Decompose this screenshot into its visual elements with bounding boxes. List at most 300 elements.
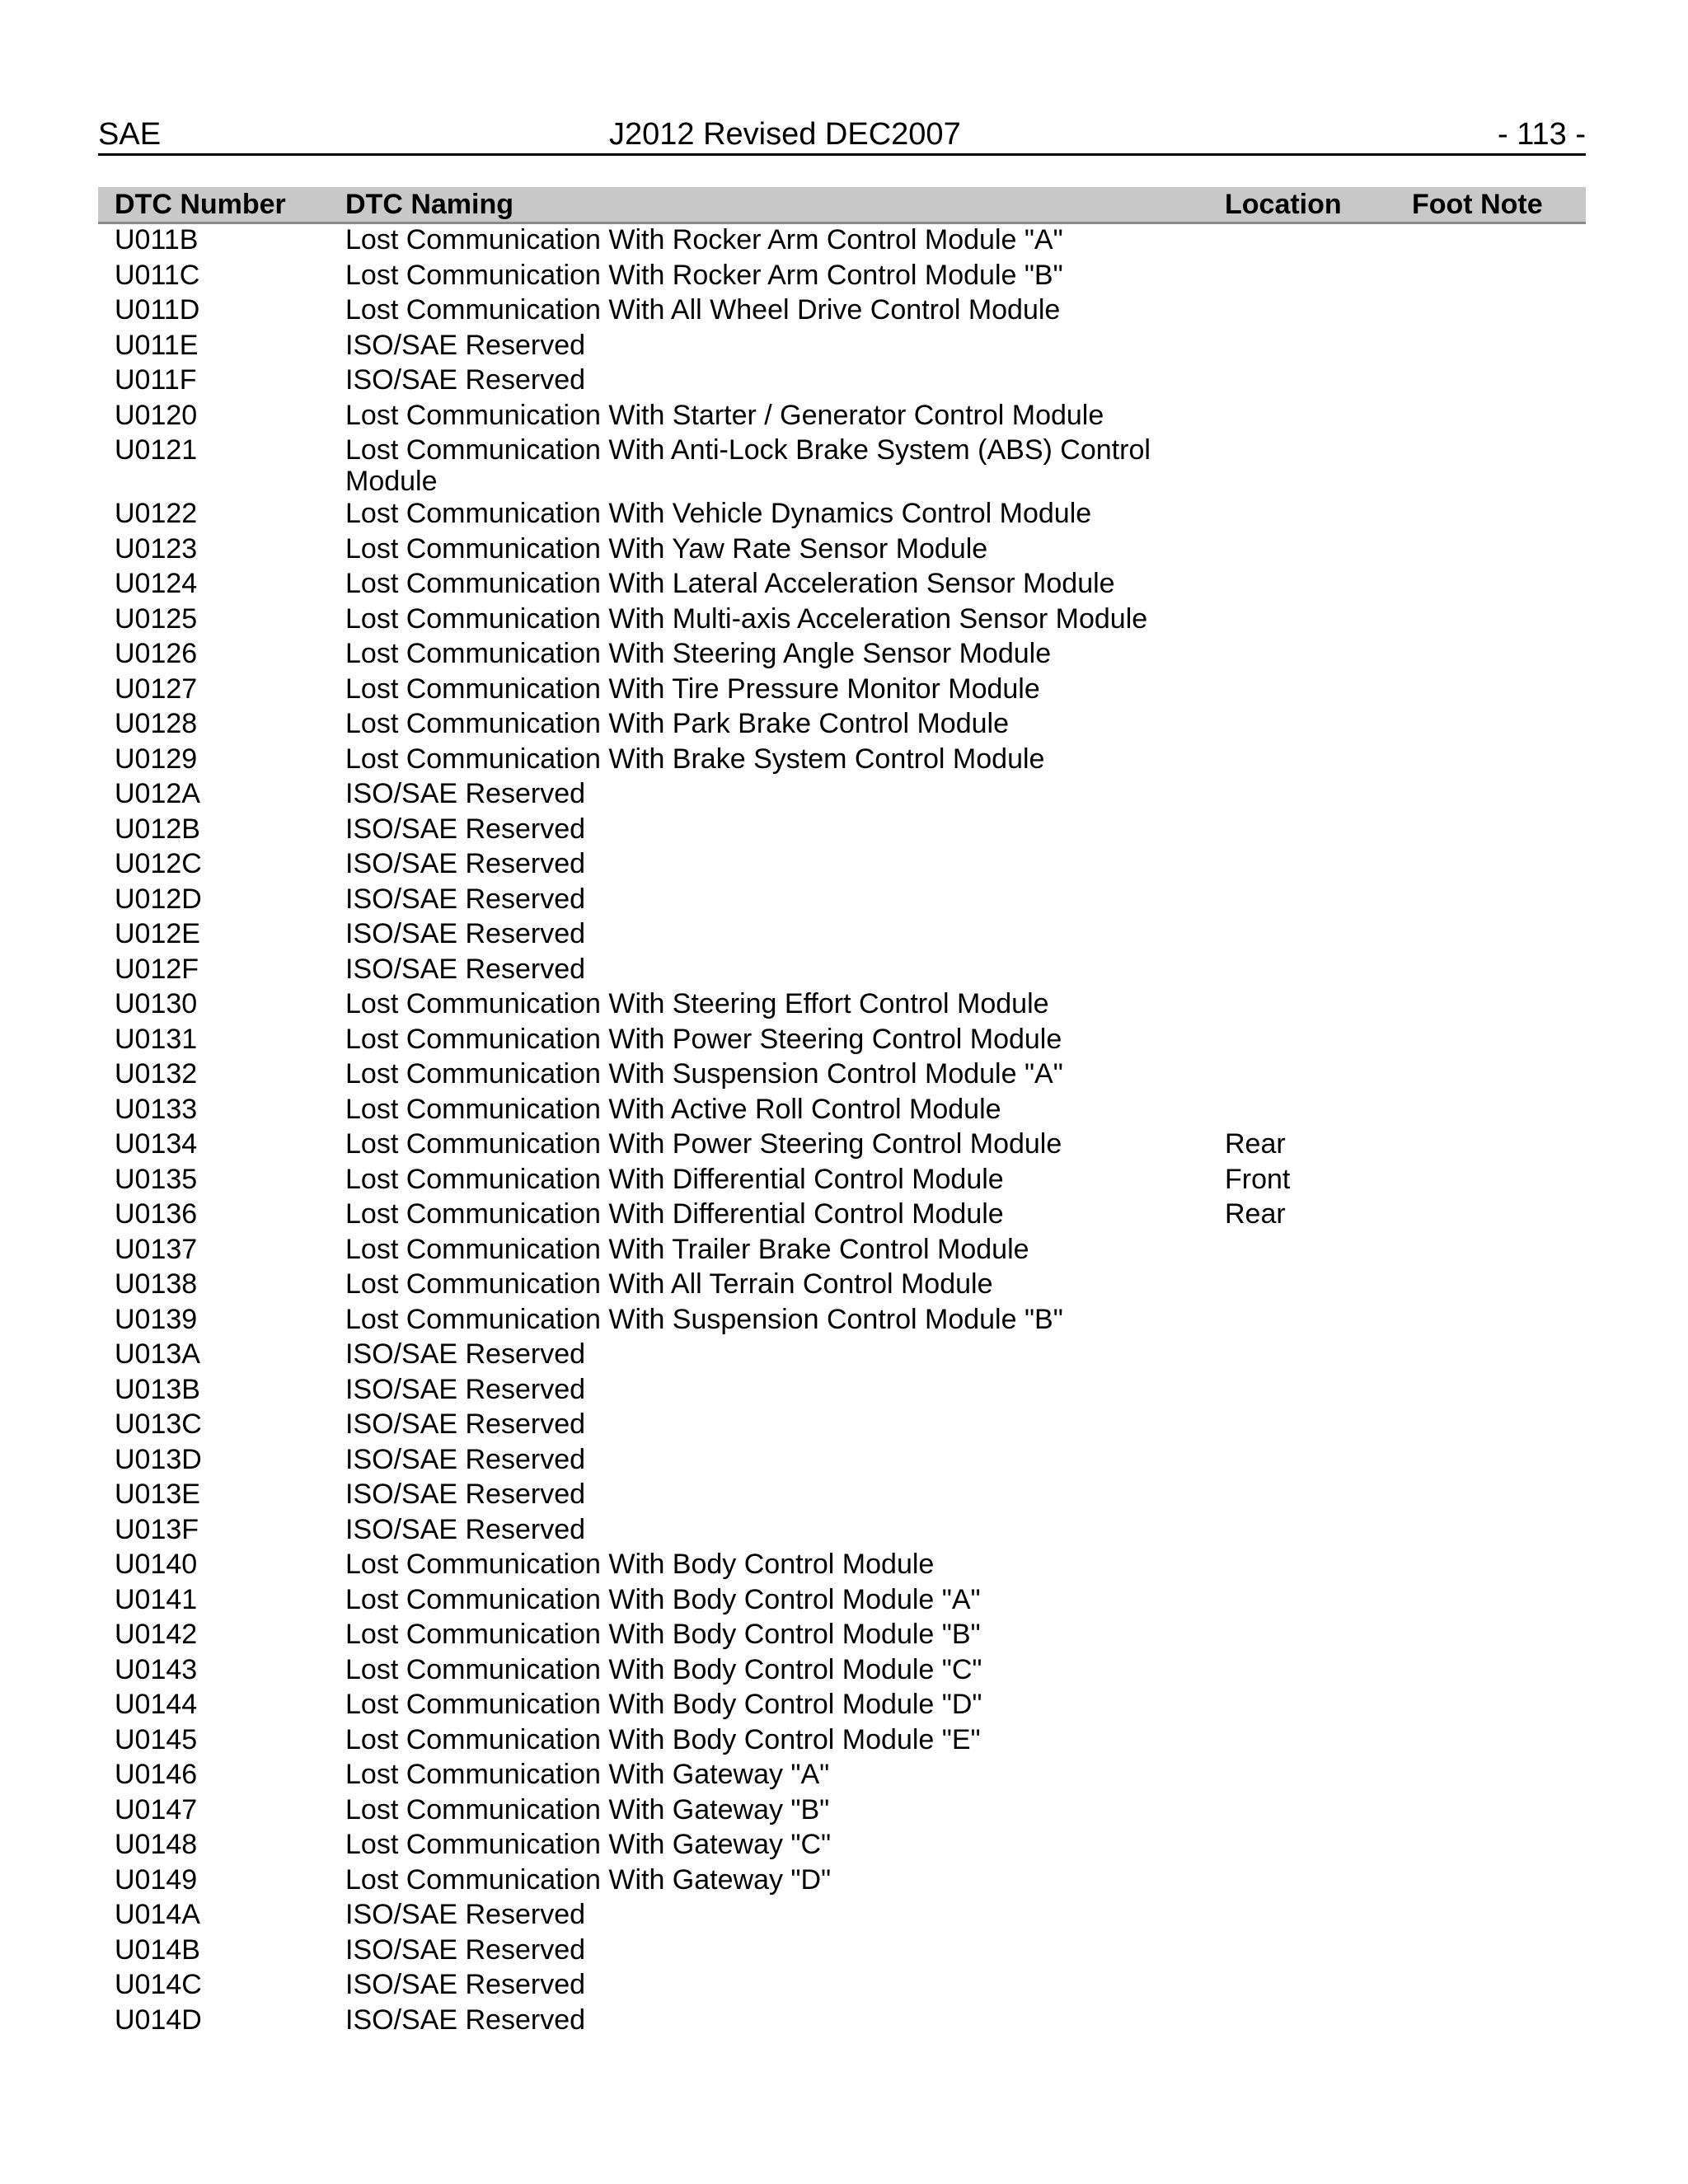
table-row <box>98 743 1586 779</box>
dtc-name <box>345 1234 1225 1269</box>
table-row <box>98 1024 1586 1059</box>
table-row <box>98 400 1586 435</box>
dtc-name <box>345 568 1225 603</box>
table-row <box>98 1128 1586 1164</box>
dtc-name-text: Lost Communication With Suspension Control Module "A" <box>345 1058 1063 1090</box>
dtc-name-text: Lost Communication With Body Control Module <box>345 1549 935 1580</box>
dtc-code: U0126 <box>115 638 198 669</box>
table-row <box>98 1444 1586 1479</box>
dtc-code: U012F <box>115 953 199 985</box>
dtc-code: U0122 <box>115 498 198 529</box>
dtc-name <box>345 1829 1225 1864</box>
dtc-code: U012E <box>115 918 200 949</box>
table-row <box>98 294 1586 330</box>
dtc-footnote <box>1412 1584 1586 1619</box>
dtc-code: U0129 <box>115 743 198 775</box>
dtc-name <box>345 1128 1225 1164</box>
dtc-code: U0141 <box>115 1583 198 1615</box>
dtc-name-text: Lost Communication With All Wheel Drive Control Module <box>345 294 1061 326</box>
dtc-footnote <box>1412 1444 1586 1479</box>
dtc-name <box>345 1444 1225 1479</box>
table-row <box>98 1899 1586 1934</box>
dtc-name <box>345 1689 1225 1724</box>
dtc-name <box>345 638 1225 673</box>
dtc-code: U013A <box>115 1338 200 1370</box>
dtc-code: U011E <box>115 329 199 361</box>
dtc-footnote <box>1412 778 1586 813</box>
dtc-name <box>345 294 1225 330</box>
dtc-location <box>1225 400 1412 435</box>
table-row <box>98 778 1586 813</box>
dtc-name <box>345 260 1225 295</box>
dtc-location <box>1225 1689 1412 1724</box>
dtc-footnote <box>1412 638 1586 673</box>
dtc-name-text: ISO/SAE Reserved <box>345 1513 586 1545</box>
dtc-location <box>1225 954 1412 989</box>
dtc-name-text: ISO/SAE Reserved <box>345 778 586 809</box>
dtc-name <box>345 1794 1225 1830</box>
dtc-location <box>1225 1584 1412 1619</box>
dtc-code: U0139 <box>115 1303 198 1335</box>
dtc-footnote <box>1412 1058 1586 1094</box>
column-header-foot-note: Foot Note <box>1412 187 1586 223</box>
dtc-footnote <box>1412 1374 1586 1409</box>
dtc-name-text: Lost Communication With Power Steering Control Module <box>345 1023 1062 1055</box>
dtc-footnote <box>1412 223 1586 260</box>
dtc-name <box>345 603 1225 639</box>
dtc-name <box>345 223 1225 260</box>
dtc-footnote <box>1412 330 1586 365</box>
dtc-footnote <box>1412 954 1586 989</box>
table-row <box>98 1304 1586 1339</box>
dtc-footnote <box>1412 743 1586 779</box>
dtc-name <box>345 743 1225 779</box>
dtc-footnote <box>1412 1654 1586 1690</box>
dtc-location <box>1225 813 1412 849</box>
dtc-name <box>345 1969 1225 2004</box>
dtc-name-text: Lost Communication With Starter / Generator Control Module <box>345 399 1104 431</box>
dtc-code: U0142 <box>115 1619 198 1650</box>
table-row <box>98 1689 1586 1724</box>
dtc-name <box>345 498 1225 533</box>
dtc-name-text: Lost Communication With Gateway "B" <box>345 1793 830 1825</box>
dtc-location <box>1225 1479 1412 1514</box>
dtc-footnote <box>1412 1128 1586 1164</box>
dtc-name-text: Lost Communication With Differential Control Module <box>345 1163 1004 1195</box>
dtc-location <box>1225 743 1412 779</box>
table-row <box>98 813 1586 849</box>
dtc-code: U0136 <box>115 1198 198 1230</box>
table-row <box>98 1479 1586 1514</box>
column-header-location: Location <box>1225 187 1412 223</box>
dtc-name <box>345 330 1225 365</box>
dtc-name-text: Lost Communication With Brake System Control Module <box>345 743 1045 775</box>
dtc-code: U0148 <box>115 1829 198 1860</box>
table-row <box>98 330 1586 365</box>
dtc-name-text: Lost Communication With Body Control Module "B" <box>345 1619 981 1650</box>
column-header-dtc-number: DTC Number <box>98 187 345 223</box>
dtc-code: U013B <box>115 1373 200 1405</box>
dtc-name <box>345 364 1225 400</box>
dtc-name <box>345 1549 1225 1584</box>
table-row <box>98 1794 1586 1830</box>
table-row <box>98 1724 1586 1760</box>
dtc-code: U0134 <box>115 1128 198 1160</box>
dtc-code: U0121 <box>115 434 198 466</box>
dtc-table <box>98 187 1586 2039</box>
dtc-name-text: ISO/SAE Reserved <box>345 329 586 361</box>
dtc-code: U0120 <box>115 399 198 431</box>
dtc-location <box>1225 848 1412 883</box>
dtc-location <box>1225 778 1412 813</box>
dtc-location: Rear <box>1225 1198 1286 1230</box>
table-row <box>98 260 1586 295</box>
dtc-code: U0135 <box>115 1163 198 1195</box>
dtc-name-text: Lost Communication With Anti-Lock Brake System (ABS) Control Module <box>345 434 1151 497</box>
dtc-name-text: Lost Communication With Differential Control Module <box>345 1198 1004 1230</box>
dtc-location <box>1225 533 1412 569</box>
dtc-name-text: ISO/SAE Reserved <box>345 1373 586 1405</box>
dtc-name-text: Lost Communication With Yaw Rate Sensor Module <box>345 532 988 565</box>
dtc-code: U012B <box>115 813 200 845</box>
dtc-name <box>345 988 1225 1024</box>
dtc-name-text: ISO/SAE Reserved <box>345 1969 586 2000</box>
dtc-footnote <box>1412 260 1586 295</box>
dtc-footnote <box>1412 1829 1586 1864</box>
dtc-location <box>1225 988 1412 1024</box>
dtc-location <box>1225 708 1412 743</box>
dtc-footnote <box>1412 883 1586 919</box>
dtc-name <box>345 1479 1225 1514</box>
dtc-name-text: ISO/SAE Reserved <box>345 1408 586 1440</box>
table-row <box>98 434 1586 498</box>
dtc-name <box>345 708 1225 743</box>
dtc-footnote <box>1412 1619 1586 1654</box>
dtc-name-text: ISO/SAE Reserved <box>345 1338 586 1370</box>
dtc-name <box>345 1338 1225 1374</box>
dtc-name-text: ISO/SAE Reserved <box>345 1443 586 1475</box>
dtc-footnote <box>1412 1479 1586 1514</box>
dtc-name <box>345 1268 1225 1304</box>
dtc-name-text: Lost Communication With Lateral Acceleration Sensor Module <box>345 568 1115 599</box>
table-row <box>98 708 1586 743</box>
dtc-footnote <box>1412 1304 1586 1339</box>
dtc-name <box>345 1198 1225 1234</box>
dtc-location <box>1225 883 1412 919</box>
dtc-name <box>345 1584 1225 1619</box>
dtc-location: Rear <box>1225 1128 1286 1160</box>
dtc-name <box>345 848 1225 883</box>
header-row <box>98 187 1586 223</box>
dtc-name-text: ISO/SAE Reserved <box>345 1933 586 1966</box>
table-row <box>98 533 1586 569</box>
table-row <box>98 1094 1586 1129</box>
dtc-location <box>1225 1514 1412 1549</box>
dtc-name-text: Lost Communication With Body Control Module "A" <box>345 1583 981 1615</box>
dtc-footnote <box>1412 673 1586 709</box>
dtc-footnote <box>1412 1724 1586 1760</box>
dtc-code: U014C <box>115 1969 202 2000</box>
dtc-code: U0137 <box>115 1233 198 1265</box>
dtc-name <box>345 1654 1225 1690</box>
dtc-code: U011C <box>115 259 200 291</box>
dtc-location <box>1225 1338 1412 1374</box>
table-row <box>98 988 1586 1024</box>
dtc-footnote <box>1412 498 1586 533</box>
dtc-footnote <box>1412 294 1586 330</box>
dtc-footnote <box>1412 1794 1586 1830</box>
table-row <box>98 1829 1586 1864</box>
header-standard-title: J2012 Revised DEC2007 <box>609 117 961 152</box>
dtc-name <box>345 1024 1225 1059</box>
dtc-footnote <box>1412 1689 1586 1724</box>
column-header-dtc-naming: DTC Naming <box>345 187 1225 223</box>
header-page-number: - 113 - <box>1497 117 1586 152</box>
dtc-footnote <box>1412 568 1586 603</box>
dtc-code: U014B <box>115 1933 200 1966</box>
dtc-name-text: Lost Communication With Steering Effort Control Module <box>345 988 1049 1019</box>
table-row <box>98 603 1586 639</box>
dtc-name-text: Lost Communication With Power Steering Control Module <box>345 1128 1062 1160</box>
dtc-code: U0123 <box>115 532 198 565</box>
dtc-name-text: ISO/SAE Reserved <box>345 848 586 879</box>
dtc-code: U0149 <box>115 1863 198 1896</box>
dtc-name-text: Lost Communication With Tire Pressure Monitor Module <box>345 673 1040 705</box>
dtc-code: U0130 <box>115 988 198 1019</box>
dtc-location <box>1225 1654 1412 1690</box>
dtc-name <box>345 778 1225 813</box>
dtc-footnote <box>1412 1268 1586 1304</box>
dtc-name-text: Lost Communication With Gateway "D" <box>345 1863 832 1896</box>
dtc-name <box>345 1514 1225 1549</box>
dtc-footnote <box>1412 708 1586 743</box>
dtc-footnote <box>1412 1759 1586 1794</box>
dtc-location <box>1225 673 1412 709</box>
dtc-code: U0124 <box>115 568 198 599</box>
dtc-name <box>345 883 1225 919</box>
dtc-name-text: Lost Communication With Body Control Module "C" <box>345 1653 982 1685</box>
table-row <box>98 1864 1586 1900</box>
dtc-footnote <box>1412 364 1586 400</box>
dtc-code: U011D <box>115 294 200 326</box>
dtc-name-text: Lost Communication With Vehicle Dynamics Control Module <box>345 498 1092 529</box>
dtc-name-text: Lost Communication With Gateway "C" <box>345 1829 832 1860</box>
dtc-code: U0143 <box>115 1653 198 1685</box>
dtc-code: U0138 <box>115 1268 198 1300</box>
dtc-code: U0125 <box>115 602 198 635</box>
dtc-name-text: ISO/SAE Reserved <box>345 364 586 396</box>
dtc-location <box>1225 1408 1412 1444</box>
dtc-footnote <box>1412 1864 1586 1900</box>
dtc-footnote <box>1412 813 1586 849</box>
dtc-footnote <box>1412 1899 1586 1934</box>
dtc-name <box>345 1759 1225 1794</box>
dtc-footnote <box>1412 400 1586 435</box>
dtc-name-text: ISO/SAE Reserved <box>345 883 586 915</box>
dtc-code: U0127 <box>115 673 198 705</box>
table-row <box>98 1198 1586 1234</box>
dtc-location <box>1225 1304 1412 1339</box>
table-row <box>98 364 1586 400</box>
table-row <box>98 638 1586 673</box>
table-row <box>98 1969 1586 2004</box>
dtc-code: U011F <box>115 364 197 396</box>
table-row <box>98 1234 1586 1269</box>
dtc-code: U0133 <box>115 1093 198 1125</box>
table-row <box>98 883 1586 919</box>
dtc-location <box>1225 364 1412 400</box>
dtc-code: U013C <box>115 1408 202 1440</box>
dtc-name-text: Lost Communication With Body Control Module "E" <box>345 1723 981 1755</box>
dtc-footnote <box>1412 848 1586 883</box>
dtc-name-text: Lost Communication With Steering Angle Sensor Module <box>345 638 1052 669</box>
dtc-footnote <box>1412 1549 1586 1584</box>
dtc-location: Front <box>1225 1163 1291 1195</box>
dtc-footnote <box>1412 1934 1586 1970</box>
dtc-location <box>1225 1899 1412 1934</box>
dtc-location <box>1225 1234 1412 1269</box>
dtc-name-text: ISO/SAE Reserved <box>345 918 586 949</box>
dtc-footnote <box>1412 533 1586 569</box>
table-row <box>98 1934 1586 1970</box>
table-row <box>98 1268 1586 1304</box>
dtc-location <box>1225 260 1412 295</box>
dtc-location <box>1225 638 1412 673</box>
dtc-name-text: ISO/SAE Reserved <box>345 1479 586 1510</box>
dtc-name <box>345 1164 1225 1199</box>
table-row <box>98 1058 1586 1094</box>
dtc-location <box>1225 498 1412 533</box>
dtc-name-text: ISO/SAE Reserved <box>345 1899 586 1930</box>
dtc-code: U0140 <box>115 1549 198 1580</box>
dtc-code: U012D <box>115 883 202 915</box>
dtc-name <box>345 1094 1225 1129</box>
dtc-location <box>1225 1794 1412 1830</box>
dtc-location <box>1225 1864 1412 1900</box>
dtc-table-header <box>98 187 1586 223</box>
dtc-code: U012C <box>115 848 202 879</box>
dtc-location <box>1225 1724 1412 1760</box>
dtc-name-text: Lost Communication With Rocker Arm Control Module "B" <box>345 259 1063 291</box>
table-row <box>98 1514 1586 1549</box>
dtc-code: U0144 <box>115 1689 198 1720</box>
dtc-name <box>345 434 1225 498</box>
dtc-code: U0132 <box>115 1058 198 1090</box>
table-row <box>98 1549 1586 1584</box>
dtc-name-text: Lost Communication With All Terrain Control Module <box>345 1268 993 1300</box>
dtc-code: U012A <box>115 778 200 809</box>
dtc-name <box>345 954 1225 989</box>
dtc-footnote <box>1412 1338 1586 1374</box>
table-row <box>98 1759 1586 1794</box>
dtc-location <box>1225 1444 1412 1479</box>
dtc-name <box>345 1058 1225 1094</box>
dtc-location <box>1225 1268 1412 1304</box>
table-row <box>98 673 1586 709</box>
dtc-name <box>345 1304 1225 1339</box>
dtc-name <box>345 2004 1225 2040</box>
dtc-code: U0145 <box>115 1723 198 1755</box>
dtc-location <box>1225 1829 1412 1864</box>
table-row <box>98 223 1586 260</box>
table-row <box>98 1338 1586 1374</box>
table-row <box>98 2004 1586 2040</box>
page-header <box>98 115 1586 156</box>
dtc-footnote <box>1412 603 1586 639</box>
dtc-name <box>345 673 1225 709</box>
dtc-footnote <box>1412 988 1586 1024</box>
dtc-name <box>345 533 1225 569</box>
dtc-location <box>1225 603 1412 639</box>
dtc-code: U014D <box>115 2004 202 2036</box>
table-row <box>98 1374 1586 1409</box>
dtc-location <box>1225 1094 1412 1129</box>
dtc-location <box>1225 1024 1412 1059</box>
dtc-location <box>1225 330 1412 365</box>
dtc-name <box>345 1899 1225 1934</box>
dtc-name-text: ISO/SAE Reserved <box>345 953 586 985</box>
dtc-code: U013F <box>115 1513 199 1545</box>
dtc-name-text: Lost Communication With Gateway "A" <box>345 1759 830 1790</box>
dtc-code: U011B <box>115 224 199 255</box>
dtc-location <box>1225 2004 1412 2040</box>
dtc-name <box>345 400 1225 435</box>
dtc-code: U014A <box>115 1899 200 1930</box>
header-org: SAE <box>98 117 162 152</box>
dtc-name <box>345 1408 1225 1444</box>
table-row <box>98 1619 1586 1654</box>
dtc-footnote <box>1412 1408 1586 1444</box>
table-row <box>98 1584 1586 1619</box>
dtc-footnote <box>1412 1094 1586 1129</box>
dtc-name-text: ISO/SAE Reserved <box>345 813 586 845</box>
dtc-location <box>1225 223 1412 260</box>
dtc-footnote <box>1412 918 1586 954</box>
dtc-name <box>345 1619 1225 1654</box>
dtc-code: U0146 <box>115 1759 198 1790</box>
dtc-location <box>1225 568 1412 603</box>
table-row <box>98 1654 1586 1690</box>
dtc-name-text: Lost Communication With Body Control Module "D" <box>345 1689 982 1720</box>
dtc-name-text: Lost Communication With Trailer Brake Control Module <box>345 1233 1029 1265</box>
dtc-footnote <box>1412 1514 1586 1549</box>
dtc-location <box>1225 918 1412 954</box>
dtc-footnote <box>1412 1969 1586 2004</box>
dtc-name <box>345 918 1225 954</box>
dtc-code: U013D <box>115 1443 202 1475</box>
table-row <box>98 1408 1586 1444</box>
dtc-name-text: Lost Communication With Multi-axis Acceleration Sensor Module <box>345 602 1148 635</box>
dtc-footnote <box>1412 434 1586 498</box>
table-row <box>98 848 1586 883</box>
dtc-location <box>1225 1058 1412 1094</box>
table-row <box>98 954 1586 989</box>
dtc-footnote <box>1412 1164 1586 1199</box>
dtc-name <box>345 813 1225 849</box>
dtc-name <box>345 1374 1225 1409</box>
table-row <box>98 568 1586 603</box>
dtc-location <box>1225 1969 1412 2004</box>
dtc-code: U0131 <box>115 1023 198 1055</box>
dtc-location <box>1225 1934 1412 1970</box>
dtc-name <box>345 1864 1225 1900</box>
dtc-name-text: Lost Communication With Suspension Control Module "B" <box>345 1303 1063 1335</box>
dtc-footnote <box>1412 1234 1586 1269</box>
dtc-name <box>345 1724 1225 1760</box>
dtc-footnote <box>1412 2004 1586 2040</box>
dtc-location <box>1225 1759 1412 1794</box>
table-row <box>98 1164 1586 1199</box>
